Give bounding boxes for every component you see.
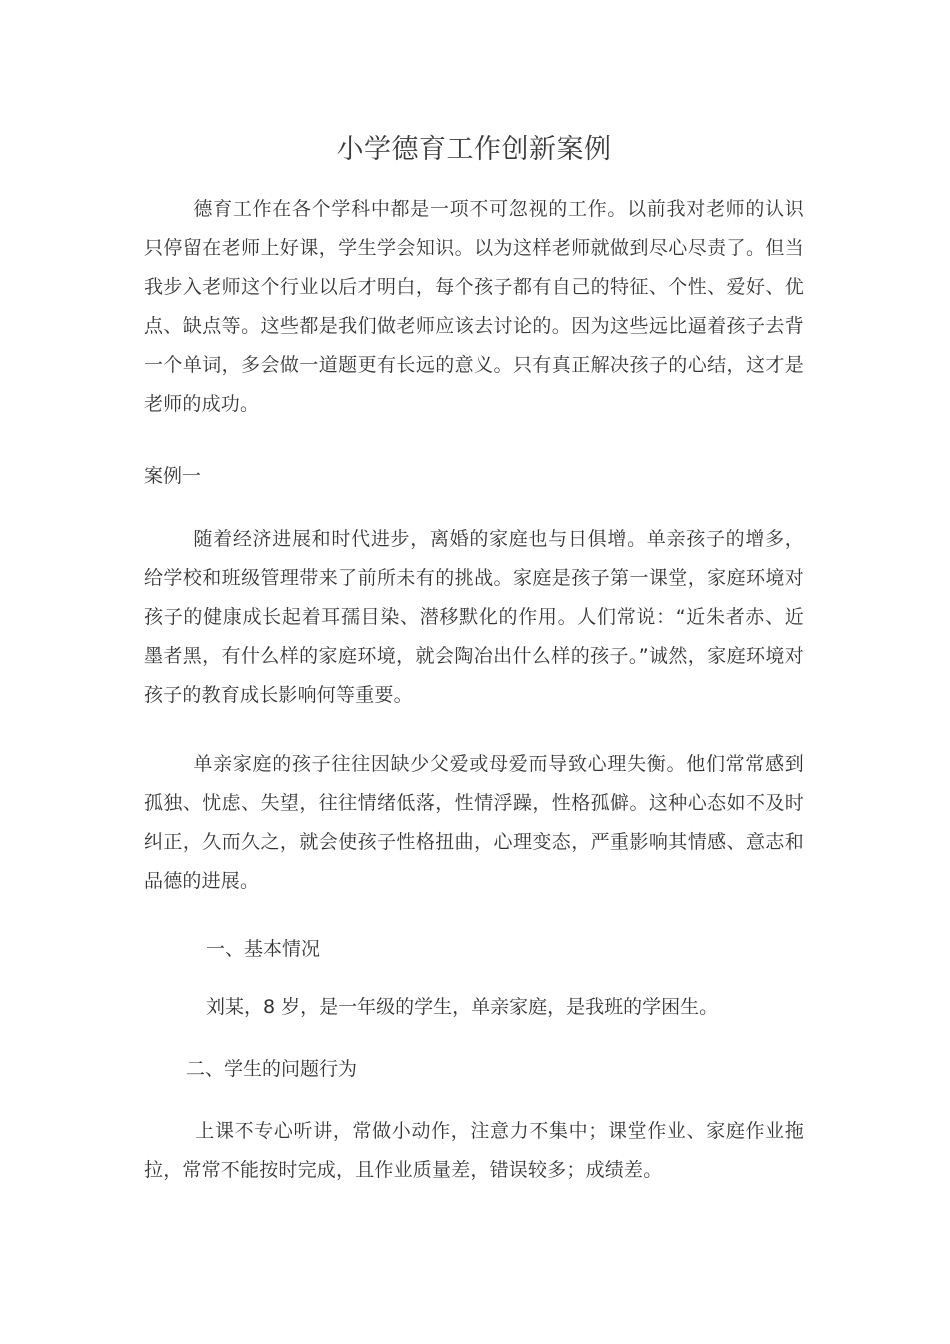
document-title: 小学德育工作创新案例 xyxy=(336,134,612,165)
intro-paragraph: 德育工作在各个学科中都是一项不可忽视的工作。以前我对老师的认识只停留在老师上好课，学生学会知识。以为这样老师就做到尽心尽责了。但当我步入老师这个行业以后才明白，每个孩子都有自己的特征、个性、爱好、优点、缺点等。这些都是我们做老师应该去讨论的。因为这些远比逼着孩子去背一个单词，多会做一道题更有长远的意义。只有真正解决孩子的心结，这才是老师的成功。 xyxy=(144,198,804,415)
case1-paragraph-2: 单亲家庭的孩子往往因缺少父爱或母爱而导致心理失衡。他们常常感到孤独、忧虑、失望，往往情绪低落，性情浮躁，性格孤僻。这种心态如不及时纠正，久而久之，就会使孩子性格扭曲，心理变态，严重影响其情感、意志和品德的进展。 xyxy=(144,753,804,892)
case1-heading: 案例一 xyxy=(144,465,202,487)
section-problem-text: 上课不专心听讲，常做小动作，注意力不集中；课堂作业、家庭作业拖拉，常常不能按时完成，且作业质量差，错误较多；成绩差。 xyxy=(144,1120,804,1181)
section-basic-text: 刘某，8 岁，是一年级的学生，单亲家庭，是我班的学困生。 xyxy=(206,996,719,1018)
section-basic-heading: 一、基本情况 xyxy=(206,938,321,960)
section-problem-heading: 二、学生的问题行为 xyxy=(186,1058,358,1080)
case1-paragraph-1: 随着经济进展和时代进步，离婚的家庭也与日俱增。单亲孩子的增多，给学校和班级管理带来了前所未有的挑战。家庭是孩子第一课堂，家庭环境对孩子的健康成长起着耳孺目染、潜移默化的作用。人们常说：“近朱者赤、近墨者黑，有什么样的家庭环境，就会陶冶出什么样的孩子。”诚然，家庭环境对孩子的教育成长影响何等重要。 xyxy=(144,528,804,706)
